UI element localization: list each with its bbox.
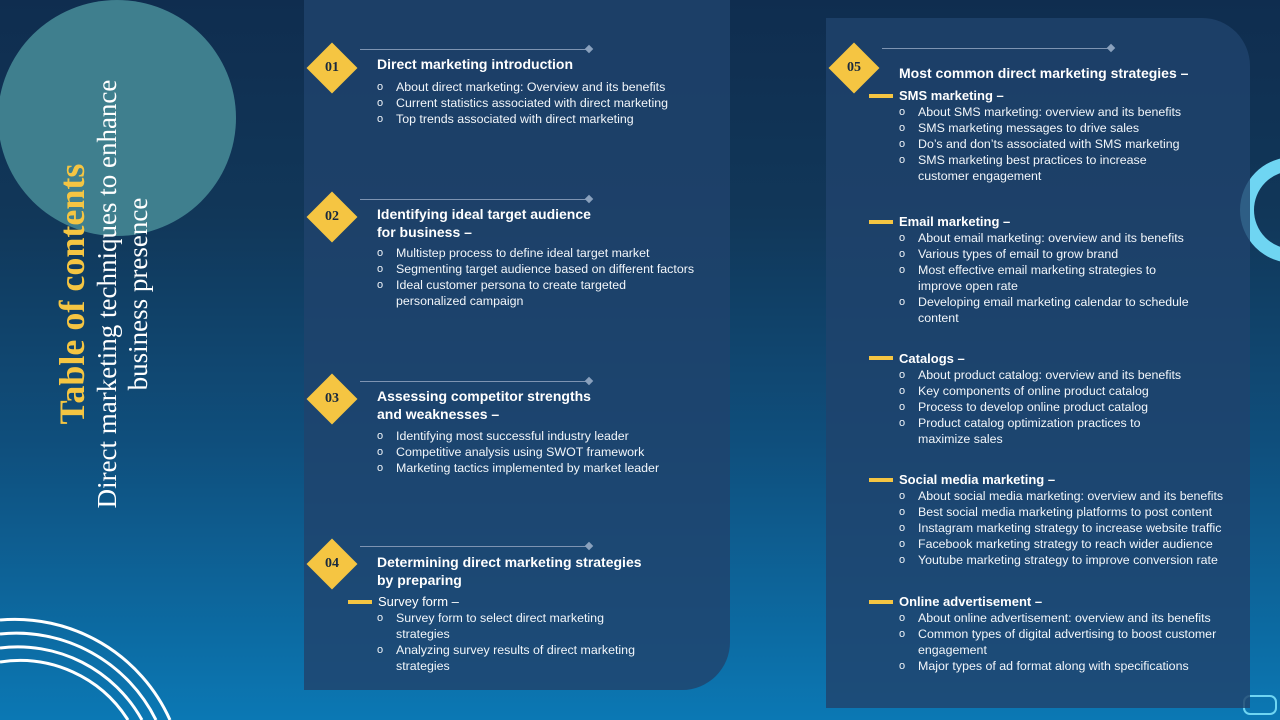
bullet-list bbox=[899, 230, 1189, 326]
section-number: 05 bbox=[847, 60, 861, 75]
list-item: o Major types of ad format along with specifications bbox=[899, 658, 1216, 674]
slide-title-block bbox=[52, 14, 192, 574]
section-title bbox=[377, 387, 591, 423]
subsection-bar bbox=[869, 478, 893, 482]
list-item: o Top trends associated with direct marketing bbox=[377, 111, 668, 127]
bullet-list bbox=[899, 488, 1223, 568]
section-number: 03 bbox=[325, 391, 339, 406]
section-title-line: for business – bbox=[377, 224, 472, 240]
section-title bbox=[899, 64, 1188, 82]
list-item: o Segmenting target audience based on different factors bbox=[377, 261, 694, 277]
list-item: o Common types of digital advertising to boost customer engagement bbox=[899, 626, 1216, 658]
list-item: o Youtube marketing strategy to improve conversion rate bbox=[899, 552, 1223, 568]
list-item: o Best social media marketing platforms to post content bbox=[899, 504, 1223, 520]
bullet-list bbox=[899, 610, 1216, 674]
list-item: o Current statistics associated with direct marketing bbox=[377, 95, 668, 111]
subsection-heading: Survey form – bbox=[378, 594, 459, 609]
decorative-arcs bbox=[0, 600, 200, 720]
bullet-list bbox=[377, 428, 659, 476]
bullet-list bbox=[377, 79, 668, 127]
subsection-heading: SMS marketing – bbox=[899, 88, 1004, 103]
bullet-list bbox=[377, 610, 635, 674]
section-title bbox=[377, 553, 642, 589]
subsection-heading: Catalogs – bbox=[899, 351, 965, 366]
list-item: o Ideal customer persona to create targeted personalized campaign bbox=[377, 277, 694, 309]
section-title-line: and weaknesses – bbox=[377, 406, 500, 422]
list-item: o Developing email marketing calendar to schedule content bbox=[899, 294, 1189, 326]
section-number-tag bbox=[834, 48, 874, 88]
leader-line bbox=[360, 381, 588, 382]
subsection-bar bbox=[348, 600, 372, 604]
bullet-list bbox=[377, 245, 694, 309]
list-item: o Identifying most successful industry leader bbox=[377, 428, 659, 444]
list-item: o Key components of online product catalog bbox=[899, 383, 1181, 399]
list-item: o Multistep process to define ideal target market bbox=[377, 245, 694, 261]
list-item: o About email marketing: overview and its benefits bbox=[899, 230, 1189, 246]
leader-line bbox=[882, 48, 1110, 49]
section-number-tag bbox=[312, 197, 352, 237]
section-number: 04 bbox=[325, 556, 339, 571]
list-item: o Various types of email to grow brand bbox=[899, 246, 1189, 262]
list-item: o SMS marketing messages to drive sales bbox=[899, 120, 1181, 136]
slide-subtitle-line-2: business presence bbox=[123, 197, 153, 391]
list-item: o SMS marketing best practices to increase customer engagement bbox=[899, 152, 1181, 184]
subsection-heading: Email marketing – bbox=[899, 214, 1011, 229]
subsection-bar bbox=[869, 94, 893, 98]
section-title-line: Assessing competitor strengths bbox=[377, 388, 591, 404]
subsection-bar bbox=[869, 600, 893, 604]
list-item: o Product catalog optimization practices to maximize sales bbox=[899, 415, 1181, 447]
section-number-tag bbox=[312, 48, 352, 88]
section-number: 02 bbox=[325, 209, 339, 224]
subsection-bar bbox=[869, 220, 893, 224]
list-item: o Most effective email marketing strategies to improve open rate bbox=[899, 262, 1189, 294]
list-item: o Process to develop online product catalog bbox=[899, 399, 1181, 415]
section-title-line: Identifying ideal target audience bbox=[377, 206, 591, 222]
list-item: o About online advertisement: overview and its benefits bbox=[899, 610, 1216, 626]
list-item: o Do’s and don’ts associated with SMS marketing bbox=[899, 136, 1181, 152]
list-item: o Competitive analysis using SWOT framework bbox=[377, 444, 659, 460]
subsection-heading: Social media marketing – bbox=[899, 472, 1056, 487]
list-item: o Survey form to select direct marketing strategies bbox=[377, 610, 635, 642]
list-item: o Analyzing survey results of direct marketing strategies bbox=[377, 642, 635, 674]
list-item: o About direct marketing: Overview and its benefits bbox=[377, 79, 668, 95]
subsection-bar bbox=[869, 356, 893, 360]
list-item: o About social media marketing: overview and its benefits bbox=[899, 488, 1223, 504]
leader-line bbox=[360, 199, 588, 200]
section-title bbox=[377, 205, 591, 241]
leader-line bbox=[360, 49, 588, 50]
list-item: o About product catalog: overview and its benefits bbox=[899, 367, 1181, 383]
subsection-heading: Online advertisement – bbox=[899, 594, 1043, 609]
list-item: o Instagram marketing strategy to increase website traffic bbox=[899, 520, 1223, 536]
section-title-line: by preparing bbox=[377, 572, 462, 588]
section-title bbox=[377, 55, 573, 73]
section-number: 01 bbox=[325, 60, 339, 75]
list-item: o About SMS marketing: overview and its benefits bbox=[899, 104, 1181, 120]
bullet-list bbox=[899, 367, 1181, 447]
bullet-list bbox=[899, 104, 1181, 184]
leader-line bbox=[360, 546, 588, 547]
section-title-line: Determining direct marketing strategies bbox=[377, 554, 642, 570]
slide-title: Table of contents bbox=[52, 163, 92, 425]
list-item: o Facebook marketing strategy to reach wider audience bbox=[899, 536, 1223, 552]
section-number-tag bbox=[312, 544, 352, 584]
section-title-line: Most common direct marketing strategies – bbox=[899, 65, 1189, 81]
section-title-line: Direct marketing introduction bbox=[377, 56, 574, 72]
list-item: o Marketing tactics implemented by market leader bbox=[377, 460, 659, 476]
slide-subtitle-line-1: Direct marketing techniques to enhance bbox=[92, 79, 122, 509]
section-number-tag bbox=[312, 379, 352, 419]
